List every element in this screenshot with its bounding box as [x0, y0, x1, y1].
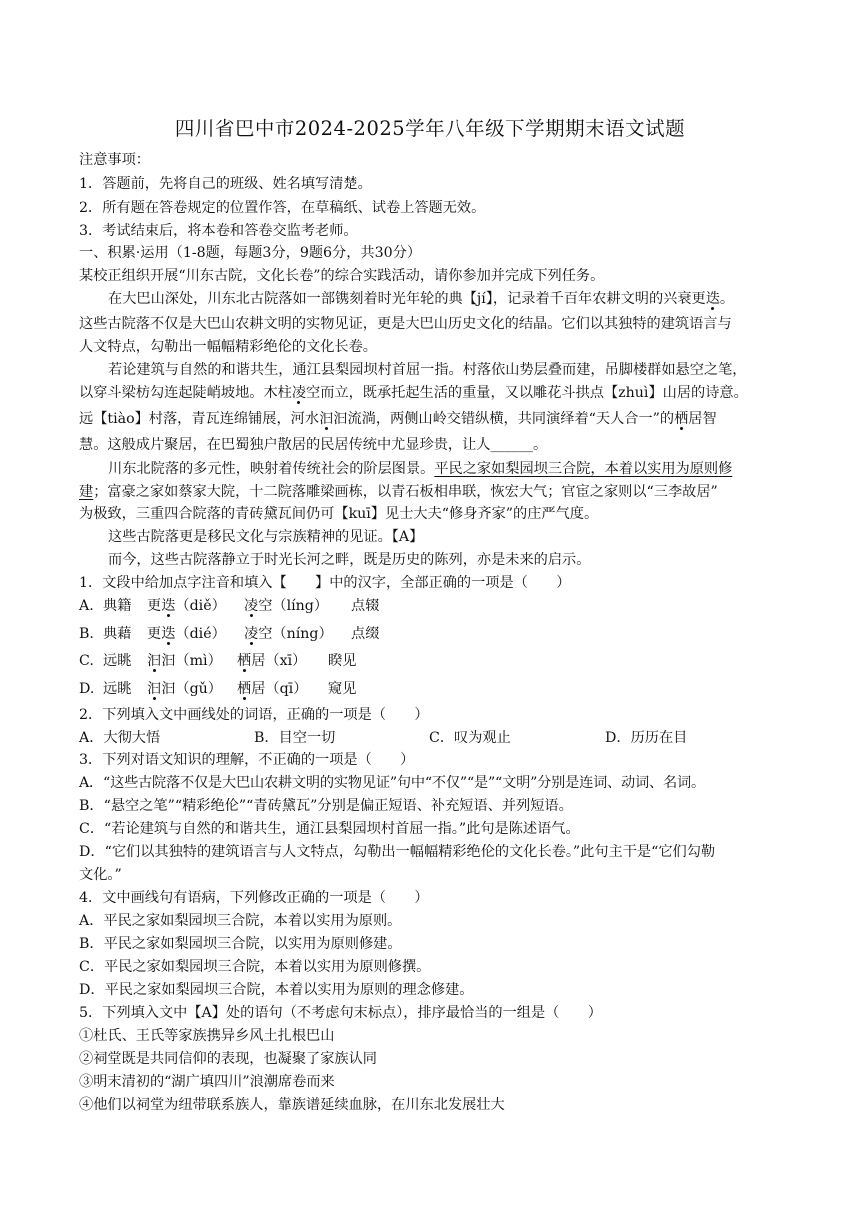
question-stem: 5．下列填入文中【A】处的语句（不考虑句末标点），排序最恰当的一组是（ ）	[79, 1005, 602, 1021]
dotted-char: 栖	[674, 411, 689, 427]
page-title: 四川省巴中市2024-2025学年八年级下学期期末语文试题	[174, 117, 686, 140]
passage-line: 人文特点，勾勒出一幅幅精彩绝伦的文化长卷。	[79, 339, 377, 355]
q4-option-d: D．平民之家如梨园坝三合院，本着以实用为原则的理念修建。	[79, 982, 474, 998]
dotted-char: 迭	[705, 291, 720, 307]
question-stem: 4．文中画线句有语病，下列修改正确的一项是（ ）	[79, 890, 429, 906]
passage-line: 而今，这些古院落静立于时光长河之畔，既是历史的陈列，亦是未来的启示。	[108, 552, 591, 568]
question-stem: 3．下列对语文知识的理解，不正确的一项是（ ）	[79, 752, 415, 768]
dotted-char: 迭	[161, 598, 176, 614]
question-stem: 1．文段中给加点字注音和填入【 】中的汉字，全部正确的一项是（ ）	[79, 575, 571, 591]
dotted-char: 凌	[244, 626, 259, 642]
passage-line: 以穿斗梁枋勾连起陡峭坡地。木柱凌空而立，既承托起生活的重量，又以雕花斗拱点【zhuì】山居的诗意。	[79, 385, 748, 401]
passage-line: 若论建筑与自然的和谐共生，通江县梨园坝村首屈一指。村落依山势层叠而建，吊脚楼群如悬空之笔，	[108, 362, 747, 378]
dotted-char: 汩	[147, 653, 162, 669]
q5-item: ②祠堂既是共同信仰的表现，也凝聚了家族认同	[79, 1051, 377, 1067]
q5-item: ③明末清初的“湖广填四川”浪潮席卷而来	[79, 1074, 335, 1090]
q2-option-b: B．目空一切	[254, 730, 336, 746]
passage-line: 这些古院落更是移民文化与宗族精神的见证。【A】	[108, 529, 424, 545]
dotted-char: 凌	[244, 598, 259, 614]
passage-line: 川东北院落的多元性，映射着传统社会的阶层图景。平民之家如梨园坝三合院，本着以实用为原则修	[108, 461, 733, 477]
q3-option-a: A．“这些古院落不仅是大巴山农耕文明的实物见证”句中“不仅”“是”“文明”分别是连词、动词、名词。	[79, 775, 705, 791]
notice-item: 1．答题前，先将自己的班级、姓名填写清楚。	[79, 176, 372, 192]
passage-line: 远【tiào】村落，青瓦连绵铺展，河水汩汩流淌，两侧山岭交错纵横，共同演绎着“天人合一”的栖居智	[79, 411, 717, 427]
q2-option-a: A．大彻大悟	[79, 730, 161, 746]
dotted-char: 栖	[237, 681, 252, 697]
dotted-char: 汩	[319, 411, 334, 427]
question-stem: 2．下列填入文中画线处的词语，正确的一项是（ ）	[79, 707, 429, 723]
q4-option-a: A．平民之家如梨园坝三合院，本着以实用为原则。	[79, 913, 402, 929]
notice-heading: 注意事项：	[79, 152, 150, 168]
section-heading: 一、积累·运用（1-8题，每题3分，9题6分，共30分）	[79, 245, 422, 261]
dotted-char: 汩	[147, 681, 162, 697]
underlined-sentence: 建	[79, 484, 94, 500]
dotted-char: 凌	[291, 385, 307, 401]
section-intro: 某校正组织开展“川东古院，文化长卷”的综合实践活动，请你参加并完成下列任务。	[79, 268, 605, 284]
q4-option-c: C．平民之家如梨园坝三合院，本着以实用为原则修撰。	[79, 959, 431, 975]
passage-line: 这些古院落不仅是大巴山农耕文明的实物见证，更是大巴山历史文化的结晶。它们以其独特的建筑语言与	[79, 316, 732, 332]
q5-item: ④他们以祠堂为纽带联系族人，靠族谱延续血脉，在川东北发展壮大	[79, 1097, 505, 1113]
q2-option-c: C．叹为观止	[429, 730, 511, 746]
passage-line: 为极致，三重四合院落的青砖黛瓦间仍可【kuī】见士大夫“修身齐家”的庄严气度。	[79, 506, 599, 522]
notice-item: 2．所有题在答卷规定的位置作答，在草稿纸、试卷上答题无效。	[79, 200, 486, 216]
q3-option-d: D．“它们以其独特的建筑语言与人文特点，勾勒出一幅幅精彩绝伦的文化长卷。”此句主干是“它们勾勒	[79, 844, 716, 860]
q2-option-d: D．历历在目	[605, 730, 688, 746]
q3-option-c: C．“若论建筑与自然的和谐共生，通江县梨园坝村首屈一指。”此句是陈述语气。	[79, 821, 580, 837]
q3-option-b: B．“悬空之笔”“精彩绝伦”“青砖黛瓦”分别是偏正短语、补充短语、并列短语。	[79, 798, 573, 814]
q5-item: ①杜氏、王氏等家族携异乡风土扎根巴山	[79, 1028, 335, 1044]
passage-line: 慧。这般成片聚居，在巴蜀独户散居的民居传统中尤显珍贵，让人______。	[79, 437, 548, 453]
passage-line: 在大巴山深处，川东北古院落如一部镌刻着时光年轮的典【jí】，记录着千百年农耕文明的兴衰更迭。	[108, 291, 735, 307]
dotted-char: 迭	[161, 626, 176, 642]
q3-option-d-cont: 文化。”	[79, 867, 122, 883]
underlined-sentence: 平民之家如梨园坝三合院，本着以实用为原则修	[434, 461, 733, 477]
exam-page: 四川省巴中市2024-2025学年八年级下学期期末语文试题 注意事项： 1．答题前，先将自己的班级、姓名填写清楚。 2．所有题在答卷规定的位置作答，在草稿纸、试卷上答题无效。 3．考试结束后，将本卷和答卷交监考老师。 一、积累·运用（1-8题，每题3分，9题6分，共30分） 某校正组织开展“川东古院，文化长卷”的综合实践活动，请你参加并完成下列任务。 在大巴山深处，川东北古院落如一部镌刻着时光年轮的典【jí】，记录着千百年农耕文明的兴衰更迭。 这些古院落不仅是大巴山农耕文明的实物见证，更是大巴山历史文化的结晶。它们以其独特的建筑语言与 人文特点，勾勒出一幅幅精彩绝伦的文化长卷。 若论建筑与自然的和谐共生，通江县梨园坝村首屈一指。村落依山势层叠而建，吊脚楼群如悬空之笔， 以穿斗梁枋勾连起陡峭坡地。木柱凌空而立，既承托起生活的重量，又以雕花斗拱点【zhuì】山居的诗意。 远【tiào】村落，青瓦连绵铺展，河水汩汩流淌，两侧山岭交错纵横，共同演绎着“天人合一”的栖居智 慧。这般成片聚居，在巴蜀独户散居的民居传统中尤显珍贵，让人______。 川东北院落的多元性，映射着传统社会的阶层图景。平民之家如梨园坝三合院，本着以实用为原则修 建；富豪之家如蔡家大院，十二院落雕梁画栋，以青石板相串联，恢宏大气；官宦之家则以“三李故居” 为极致，三重四合院落的青砖黛瓦间仍可【kuī】见士大夫“修身齐家”的庄严气度。 这些古院落更是移民文化与宗族精神的见证。【A】 而今，这些古院落静立于时光长河之畔，既是历史的陈列，亦是未来的启示。 1．文段中给加点字注音和填入【 】中的汉字，全部正确的一项是（ ） A. 典籍 更迭（diě） 凌空（líng） 点辍 B. 典藉 更迭（dié） 凌空（níng） 点缀 C. 远眺 汩汩（mì） 栖居（xī） 睽见 D. 远眺 汩汩（gǔ） 栖居（qī） 窥见 2．下列填入文中画线处的词语，正确的一项是（ ） A．大彻大悟 B．目空一切 C．叹为观止 D．历历在目 3．下列对语文知识的理解，不正确的一项是（ ） A．“这些古院落不仅是大巴山农耕文明的实物见证”句中“不仅”“是”“文明”分别是连词、动词、名词。 B．“悬空之笔”“精彩绝伦”“青砖黛瓦”分别是偏正短语、补充短语、并列短语。 C．“若论建筑与自然的和谐共生，通江县梨园坝村首屈一指。”此句是陈述语气。 D．“它们以其独特的建筑语言与人文特点，勾勒出一幅幅精彩绝伦的文化长卷。”此句主干是“它们勾勒 文化。” 4．文中画线句有语病，下列修改正确的一项是（ ） A．平民之家如梨园坝三合院，本着以实用为原则。 B．平民之家如梨园坝三合院，以实用为原则修建。 C．平民之家如梨园坝三合院，本着以实用为原则修撰。 D．平民之家如梨园坝三合院，本着以实用为原则的理念修建。 5．下列填入文中【A】处的语句（不考虑句末标点），排序最恰当的一组是（ ） ①杜氏、王氏等家族携异乡风土扎根巴山 ②祠堂既是共同信仰的表现，也凝聚了家族认同 ③明末清初的“湖广填四川”浪潮席卷而来 ④他们以祠堂为纽带联系族人，靠族谱延续血脉，在川东北发展壮大	[0, 0, 860, 1216]
q4-option-b: B．平民之家如梨园坝三合院，以实用为原则修建。	[79, 936, 402, 952]
passage-line: 建；富豪之家如蔡家大院，十二院落雕梁画栋，以青石板相串联，恢宏大气；官宦之家则以“三李故居”	[79, 484, 718, 500]
dotted-char: 栖	[237, 653, 252, 669]
notice-item: 3．考试结束后，将本卷和答卷交监考老师。	[79, 223, 358, 239]
